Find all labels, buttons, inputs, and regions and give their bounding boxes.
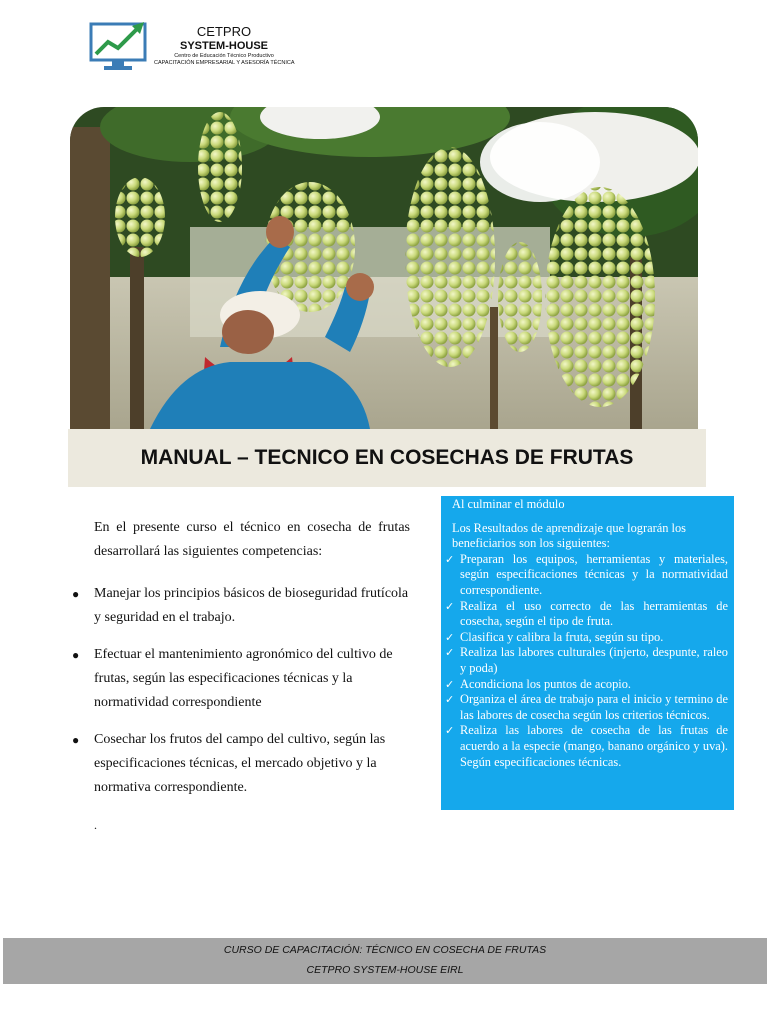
logo xyxy=(88,20,298,76)
page-title: MANUAL – TECNICO EN COSECHAS DE FRUTAS xyxy=(140,446,634,469)
results-intro: Los Resultados de aprendizaje que lograrán los beneficiarios son los siguientes: xyxy=(452,520,686,551)
check-icon: ✓ xyxy=(445,646,455,660)
bullet-icon: ● xyxy=(72,587,80,601)
competencies-list xyxy=(70,582,410,800)
check-icon: ✓ xyxy=(445,630,455,644)
competencies-section xyxy=(70,516,410,837)
list-item: ✓ Realiza el uso correcto de las herramientas de cosecha, según el tipo de fruta. xyxy=(445,598,728,629)
list-item: ● Cosechar los frutos del campo del cultivo, según las especificaciones técnicas, el mercado objetivo y la normativa correspondiente. xyxy=(70,728,410,800)
list-item: ✓ Acondiciona los puntos de acopio. xyxy=(445,676,632,691)
grape-harvest-photo xyxy=(70,107,698,429)
logo-tagline-2: CAPACITACIÓN EMPRESARIAL Y ASESORÍA TÉCNICA xyxy=(154,60,295,66)
list-item: ● Efectuar el mantenimiento agronómico del cultivo de frutas, según las especificaciones técnicas y la normatividad correspondiente xyxy=(70,643,410,715)
list-item: ✓ Realiza las labores culturales (injerto, despunte, raleo y poda) xyxy=(445,645,728,675)
check-icon: ✓ xyxy=(445,693,455,707)
results-heading: Al culminar el módulo xyxy=(452,497,565,511)
stray-mark: . xyxy=(94,818,97,832)
check-icon: ✓ xyxy=(445,599,455,613)
footer-company: CETPRO SYSTEM-HOUSE EIRL xyxy=(306,964,464,976)
bullet-icon: ● xyxy=(72,648,80,662)
logo-tagline: Centro de Educación Técnico Productivo xyxy=(174,53,274,59)
footer-course: CURSO DE CAPACITACIÓN: TÉCNICO EN COSECHA DE FRUTAS xyxy=(223,944,547,956)
intro-paragraph: En el presente curso el técnico en cosecha de frutas desarrollará las siguientes competencias: xyxy=(94,520,410,559)
list-item: ✓ Clasifica y calibra la fruta, según su tipo. xyxy=(445,629,664,644)
logo-title: CETPRO xyxy=(196,24,252,39)
list-item: ✓ Realiza las labores de cosecha de las frutas de acuerdo a la especie (mango, banano orgánico y uva). Según especificaciones técnicas. xyxy=(445,723,728,769)
logo-brand: SYSTEM-HOUSE xyxy=(179,40,268,52)
results-list xyxy=(445,552,728,770)
hero-image xyxy=(70,107,698,429)
title-band xyxy=(68,429,706,487)
list-item: ● Manejar los principios básicos de bioseguridad frutícola y seguridad en el trabajo. xyxy=(70,582,410,630)
bullet-icon: ● xyxy=(72,733,80,747)
check-icon: ✓ xyxy=(445,552,455,566)
list-item: ✓ Organiza el área de trabajo para el inicio y termino de las labores de cosecha según los criterios técnicos. xyxy=(445,692,728,722)
learning-results-box xyxy=(441,496,734,810)
monitor-growth-chart-icon xyxy=(88,20,152,74)
check-icon: ✓ xyxy=(445,724,455,738)
page-footer xyxy=(3,938,767,984)
list-item: ✓ Preparan los equipos, herramientas y materiales, según especificaciones técnicas y la normatividad correspondiente. xyxy=(445,551,728,597)
check-icon: ✓ xyxy=(445,677,455,691)
